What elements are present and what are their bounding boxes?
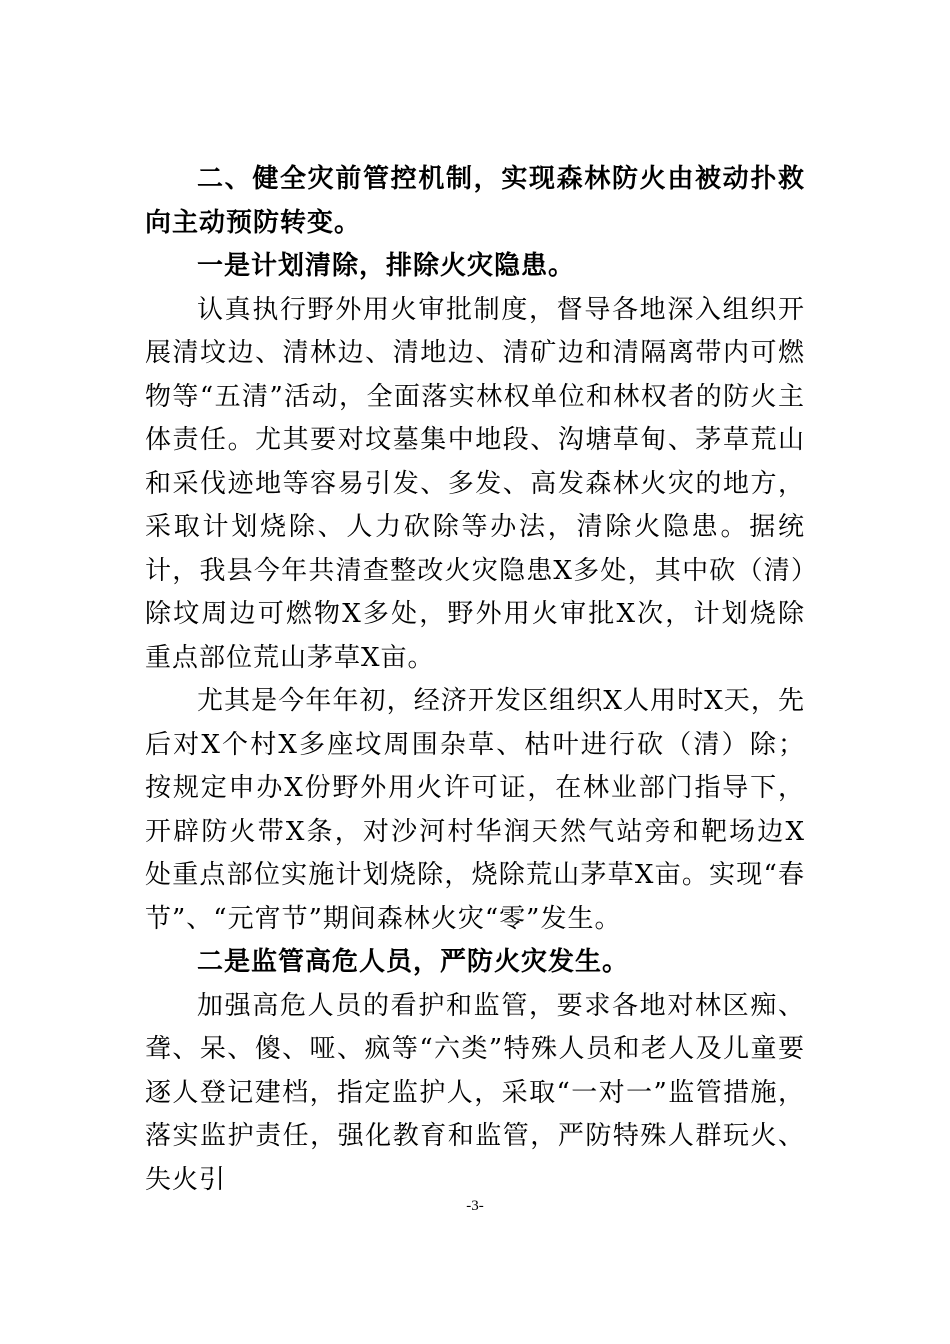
- subheading-plan-clearing: 一是计划清除，排除火灾隐患。: [197, 251, 576, 281]
- paragraph-personnel-supervision: 加强高危人员的看护和监管，要求各地对林区痴、聋、呆、傻、哑、疯等“六类”特殊人员和老人及儿童要逐人登记建档，指定监护人，采取“一对一”监管措施，落实监护责任，强化教育和监管，严防特殊人群玩火、失火引: [145, 990, 805, 1195]
- paragraph-development-zone: 尤其是今年年初，经济开发区组织X人用时X天，先后对X个村X多座坟周围杂草、枯叶进行砍（清）除；按规定申办X份野外用火许可证，在林业部门指导下，开辟防火带X条，对沙河村华润天然气站旁和靶场边X处重点部位实施计划烧除，烧除荒山茅草X亩。实现“春节”、“元宵节”期间森林火灾“零”发生。: [145, 686, 805, 934]
- page-number: -3-: [466, 1198, 484, 1214]
- subheading-high-risk-personnel: 二是监管高危人员，严防火灾发生。: [197, 947, 630, 977]
- paragraph-clearing-details: 认真执行野外用火审批制度，督导各地深入组织开展清坟边、清林边、清地边、清矿边和清隔离带内可燃物等“五清”活动，全面落实林权单位和林权者的防火主体责任。尤其要对坟墓集中地段、沟塘草甸、茅草荒山和采伐迹地等容易引发、多发、高发森林火灾的地方，采取计划烧除、人力砍除等办法，清除火隐患。据统计，我县今年共清查整改火灾隐患X多处，其中砍（清）除坟周边可燃物X多处，野外用火审批X次，计划烧除重点部位荒山茅草X亩。: [145, 294, 805, 673]
- section-heading: 二、健全灾前管控机制，实现森林防火由被动扑救向主动预防转变。: [145, 164, 805, 238]
- document-body: [145, 158, 805, 1202]
